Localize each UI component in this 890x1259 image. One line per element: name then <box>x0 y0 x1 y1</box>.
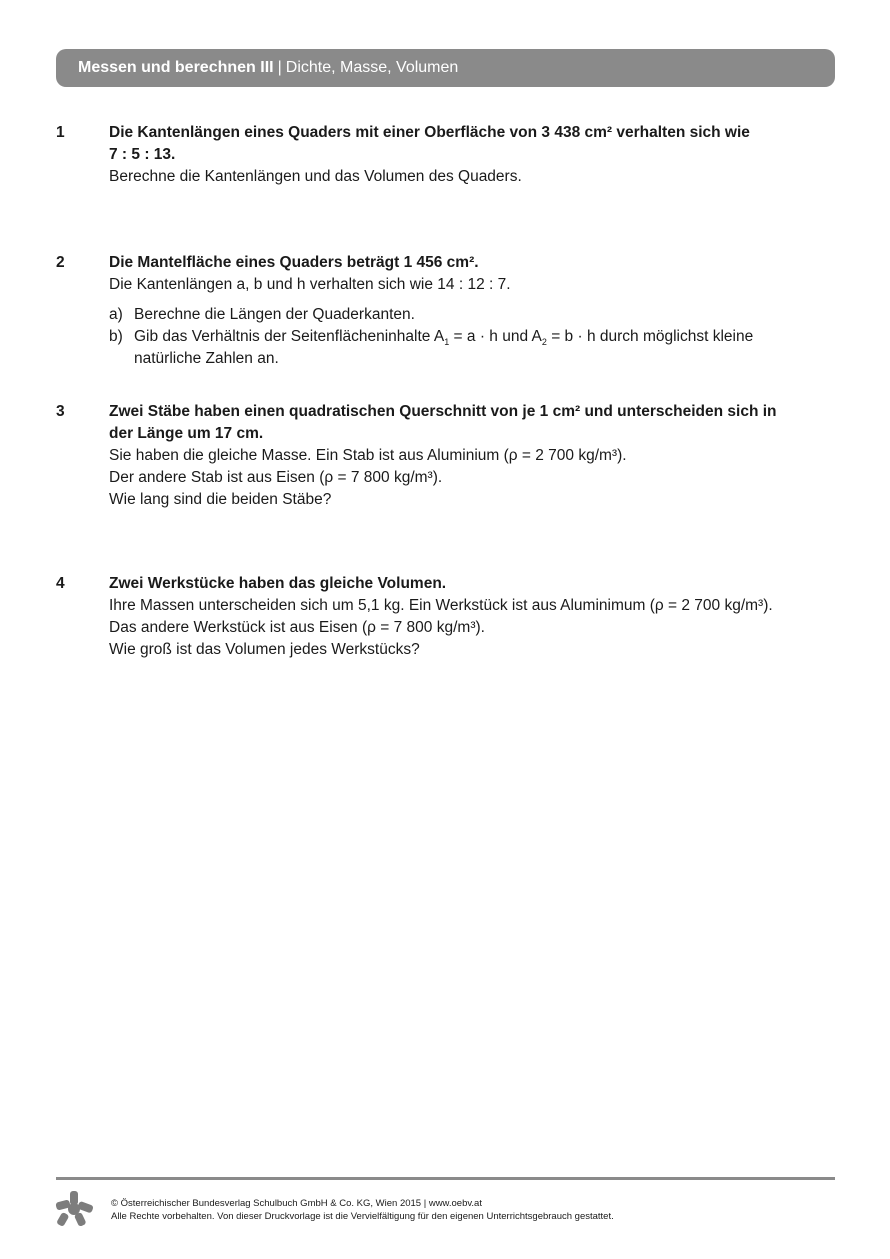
task-statement-cont: 7 : 5 : 13. <box>109 146 176 163</box>
header-separator: | <box>277 59 282 76</box>
task-statement: Die Mantelfläche eines Quaders beträgt 1 456 cm². <box>109 254 479 271</box>
subtask-text: Berechne die Längen der Quaderkanten. <box>134 306 415 323</box>
oebv-logo-icon <box>54 1191 94 1227</box>
task-text: Sie haben die gleiche Masse. Ein Stab ist aus Aluminium (ρ = 2 700 kg/m³). <box>109 447 627 464</box>
rights-line: Alle Rechte vorbehalten. Von dieser Druckvorlage ist die Vervielfältigung für den eigenen Unterrichtsgebrauch gestattet. <box>111 1211 614 1222</box>
worksheet-header <box>56 49 835 87</box>
task-text: Das andere Werkstück ist aus Eisen (ρ = 7 800 kg/m³). <box>109 619 485 636</box>
subtask-label: a) <box>109 306 123 323</box>
subtask-a <box>109 304 836 326</box>
task-text: Ihre Massen unterscheiden sich um 5,1 kg. Ein Werkstück ist aus Aluminimum (ρ = 2 700 kg/m³). <box>109 597 773 614</box>
subtask-list <box>109 304 836 370</box>
task-3 <box>56 401 836 511</box>
task-statement: Zwei Stäbe haben einen quadratischen Querschnitt von je 1 cm² und unterscheiden sich in <box>109 403 777 420</box>
subtask-text-cont: natürliche Zahlen an. <box>134 350 279 367</box>
task-number: 1 <box>56 124 65 141</box>
task-4 <box>56 573 836 661</box>
task-instruction: Die Kantenlängen a, b und h verhalten sich wie 14 : 12 : 7. <box>109 276 511 293</box>
task-statement: Die Kantenlängen eines Quaders mit einer Oberfläche von 3 438 cm² verhalten sich wie <box>109 124 750 141</box>
subtask-b <box>109 326 836 370</box>
footer-copyright <box>111 1197 614 1223</box>
copyright-line: © Österreichischer Bundesverlag Schulbuch GmbH & Co. KG, Wien 2015 | www.oebv.at <box>111 1198 482 1209</box>
task-instruction: Berechne die Kantenlängen und das Volumen des Quaders. <box>109 168 522 185</box>
task-statement: Zwei Werkstücke haben das gleiche Volumen. <box>109 575 447 592</box>
task-question: Wie lang sind die beiden Stäbe? <box>109 491 332 508</box>
header-title: Messen und berechnen III <box>78 59 274 76</box>
header-subtitle: Dichte, Masse, Volumen <box>285 59 459 76</box>
footer-divider <box>56 1177 835 1180</box>
task-text: Der andere Stab ist aus Eisen (ρ = 7 800 kg/m³). <box>109 469 443 486</box>
task-1 <box>56 122 836 188</box>
task-2 <box>56 252 836 370</box>
task-number: 2 <box>56 254 65 271</box>
subtask-label: b) <box>109 328 123 345</box>
task-statement-cont: der Länge um 17 cm. <box>109 425 264 442</box>
task-number: 3 <box>56 403 65 420</box>
task-number: 4 <box>56 575 65 592</box>
task-question: Wie groß ist das Volumen jedes Werkstücks? <box>109 641 420 658</box>
subtask-text: Gib das Verhältnis der Seitenflächeninhalte $A_1 = a \cdot h$ und $A_2 = b \cdot h$ durch möglichst kleine <box>134 328 754 348</box>
